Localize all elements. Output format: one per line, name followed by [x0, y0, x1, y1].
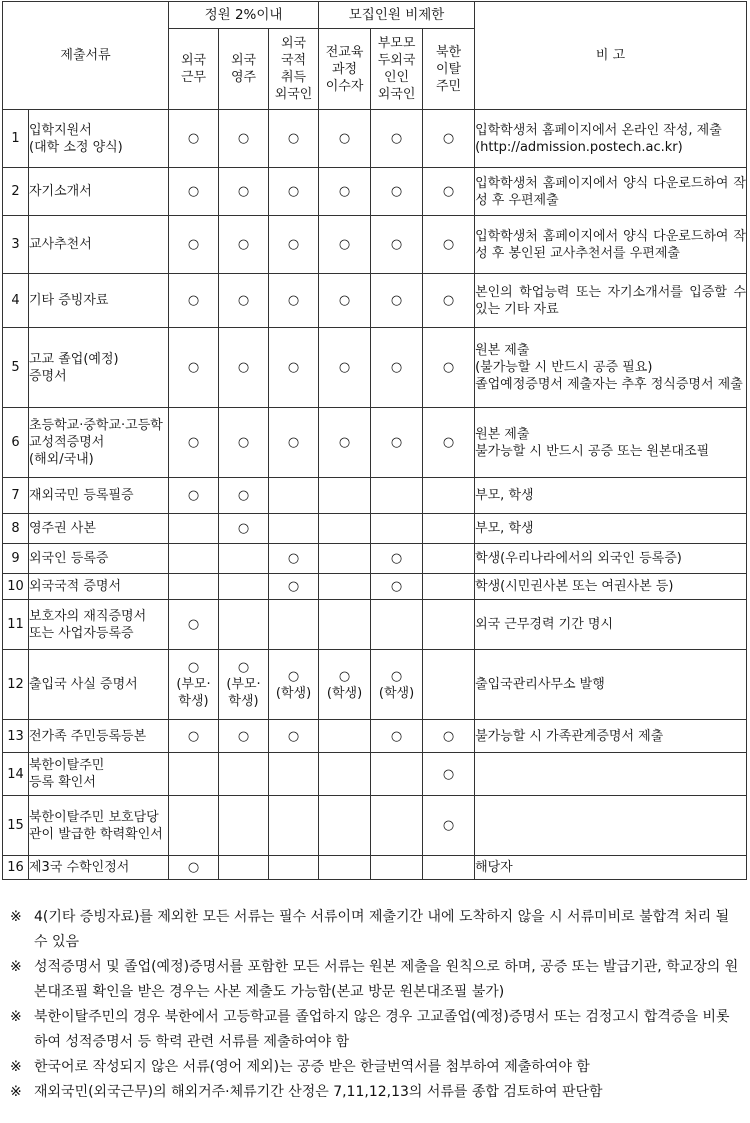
- requirement-mark: ○: [319, 328, 371, 408]
- remarks-header: 비 고: [475, 2, 747, 110]
- requirement-mark: [423, 856, 475, 880]
- requirement-mark: ○: [423, 328, 475, 408]
- requirement-mark: [319, 856, 371, 880]
- document-name: 북한이탈주민 보호담당관이 발급한 학력확인서: [29, 796, 169, 856]
- requirement-mark: [269, 514, 319, 544]
- requirement-mark: ○: [169, 216, 219, 274]
- reference-mark-icon: ※: [10, 959, 22, 975]
- requirement-mark: [219, 574, 269, 600]
- document-name: 기타 증빙자료: [29, 274, 169, 328]
- col-header-permanent-residence: 외국 영주: [219, 29, 269, 110]
- table-row: [3, 110, 747, 168]
- remark-cell: 학생(시민권사본 또는 여권사본 등): [475, 574, 747, 600]
- remark-cell: 불가능할 시 가족관계증명서 제출: [475, 720, 747, 753]
- remark-cell: 부모, 학생: [475, 514, 747, 544]
- requirement-mark: ○: [371, 216, 423, 274]
- requirement-mark: ○: [269, 328, 319, 408]
- requirement-mark: ○: [169, 168, 219, 216]
- requirement-mark: [219, 544, 269, 574]
- requirement-mark: ○: [219, 478, 269, 514]
- requirement-mark: ○: [423, 216, 475, 274]
- requirement-mark: [219, 796, 269, 856]
- documents-table: [2, 1, 747, 880]
- table-row: [3, 856, 747, 880]
- requirement-mark: [169, 574, 219, 600]
- row-number: 10: [3, 574, 29, 600]
- table-row: [3, 478, 747, 514]
- requirement-mark: [423, 514, 475, 544]
- col-header-foreign-citizen: 외국 국적 취득 외국인: [269, 29, 319, 110]
- requirement-mark: ○: [169, 856, 219, 880]
- requirement-mark: ○: [371, 168, 423, 216]
- remark-cell: 해당자: [475, 856, 747, 880]
- document-name: 전가족 주민등록등본: [29, 720, 169, 753]
- remark-cell: 학생(우리나라에서의 외국인 등록증): [475, 544, 747, 574]
- requirement-mark: ○: [371, 274, 423, 328]
- requirement-mark: ○: [423, 110, 475, 168]
- remark-cell: 본인의 학업능력 또는 자기소개서를 입증할 수 있는 기타 자료: [475, 274, 747, 328]
- requirement-mark: ○: [169, 600, 219, 650]
- remark-cell: 입학학생처 홈페이지에서 양식 다운로드하여 작성 후 봉인된 교사추천서를 우편제출: [475, 216, 747, 274]
- requirement-mark: [423, 478, 475, 514]
- requirement-mark: ○: [219, 110, 269, 168]
- requirement-mark: ○: [169, 110, 219, 168]
- requirement-mark: ○: [319, 216, 371, 274]
- remark-cell: 입학학생처 홈페이지에서 온라인 작성, 제출 (http://admission.postech.ac.kr): [475, 110, 747, 168]
- row-number: 2: [3, 168, 29, 216]
- table-row: [3, 574, 747, 600]
- remark-cell: 외국 근무경력 기간 명시: [475, 600, 747, 650]
- col-header-overseas-work: 외국 근무: [169, 29, 219, 110]
- requirement-mark: ○: [219, 216, 269, 274]
- document-name: 보호자의 재직증명서 또는 사업자등록증: [29, 600, 169, 650]
- requirement-mark: [371, 856, 423, 880]
- footnote-item: [10, 955, 742, 1005]
- requirement-mark: [319, 544, 371, 574]
- table-row: [3, 274, 747, 328]
- requirement-mark: ○: [423, 168, 475, 216]
- col-header-foreign-parents: 부모모 두외국 인인 외국인: [371, 29, 423, 110]
- requirement-mark: [169, 796, 219, 856]
- requirement-mark: ○: [423, 796, 475, 856]
- reference-mark-icon: ※: [10, 1084, 22, 1100]
- requirement-mark: ○: [169, 478, 219, 514]
- requirement-mark: [371, 478, 423, 514]
- requirement-mark: ○: [423, 753, 475, 796]
- table-row: [3, 328, 747, 408]
- requirement-mark: ○: [269, 216, 319, 274]
- reference-mark-icon: ※: [10, 1009, 22, 1025]
- requirement-mark: ○: [371, 574, 423, 600]
- document-name: 외국국적 증명서: [29, 574, 169, 600]
- requirement-mark: [423, 650, 475, 720]
- requirement-mark: [371, 753, 423, 796]
- remark-cell: 입학학생처 홈페이지에서 양식 다운로드하여 작성 후 우편제출: [475, 168, 747, 216]
- requirement-mark: [319, 514, 371, 544]
- table-row: [3, 216, 747, 274]
- document-name: 초등학교·중학교·고등학교성적증명서 (해외/국내): [29, 408, 169, 478]
- requirement-mark: ○: [269, 274, 319, 328]
- requirement-mark: ○: [371, 544, 423, 574]
- footnote-item: [10, 905, 742, 955]
- row-number: 12: [3, 650, 29, 720]
- reference-mark-icon: ※: [10, 1059, 22, 1075]
- group-header-quota: 정원 2%이내: [169, 2, 319, 29]
- notes-section: [10, 905, 742, 1105]
- requirement-mark: [269, 753, 319, 796]
- requirement-mark: ○: [371, 110, 423, 168]
- requirement-mark: ○: [169, 408, 219, 478]
- table-row: [3, 753, 747, 796]
- row-number: 14: [3, 753, 29, 796]
- requirement-mark: ○: [269, 110, 319, 168]
- requirement-mark: ○: [371, 720, 423, 753]
- footnote-text: 북한이탈주민의 경우 북한에서 고등학교를 졸업하지 않은 경우 고교졸업(예정)증명서 또는 검정고시 합격증을 비롯하여 성적증명서 등 학력 관련 서류를 제출하여야 함: [34, 1009, 730, 1050]
- row-number: 6: [3, 408, 29, 478]
- row-number: 16: [3, 856, 29, 880]
- row-number: 5: [3, 328, 29, 408]
- document-name: 고교 졸업(예정) 증명서: [29, 328, 169, 408]
- requirement-mark: ○: [371, 328, 423, 408]
- remark-cell: 원본 제출 불가능할 시 반드시 공증 또는 원본대조필: [475, 408, 747, 478]
- doc-header: 제출서류: [3, 2, 169, 110]
- requirement-mark: ○: [319, 408, 371, 478]
- group-header-unlimited: 모집인원 비제한: [319, 2, 475, 29]
- requirement-mark: ○: [219, 408, 269, 478]
- requirement-mark: [169, 544, 219, 574]
- table-row: [3, 796, 747, 856]
- requirement-mark: ○: [319, 274, 371, 328]
- document-name: 외국인 등록증: [29, 544, 169, 574]
- document-name: 영주권 사본: [29, 514, 169, 544]
- document-name: 북한이탈주민 등록 확인서: [29, 753, 169, 796]
- requirement-mark: ○ (학생): [371, 650, 423, 720]
- requirement-mark: [269, 796, 319, 856]
- row-number: 9: [3, 544, 29, 574]
- requirement-mark: [319, 796, 371, 856]
- requirement-mark: [371, 796, 423, 856]
- row-number: 7: [3, 478, 29, 514]
- table-row: [3, 544, 747, 574]
- requirement-mark: ○: [269, 544, 319, 574]
- requirement-mark: ○: [269, 574, 319, 600]
- row-number: 3: [3, 216, 29, 274]
- requirement-mark: ○: [219, 168, 269, 216]
- remark-cell: 부모, 학생: [475, 478, 747, 514]
- requirement-mark: ○: [423, 408, 475, 478]
- footnote-text: 4(기타 증빙자료)를 제외한 모든 서류는 필수 서류이며 제출기간 내에 도착하지 않을 시 서류미비로 불합격 처리 될 수 있음: [34, 909, 730, 950]
- requirement-mark: ○: [219, 274, 269, 328]
- requirement-mark: [319, 720, 371, 753]
- requirement-mark: [319, 478, 371, 514]
- remark-cell: [475, 753, 747, 796]
- requirement-mark: ○: [269, 408, 319, 478]
- requirement-mark: [319, 753, 371, 796]
- requirement-mark: ○: [319, 110, 371, 168]
- requirement-mark: ○ (부모· 학생): [219, 650, 269, 720]
- table-row: [3, 514, 747, 544]
- remark-cell: [475, 796, 747, 856]
- requirement-mark: [169, 514, 219, 544]
- row-number: 11: [3, 600, 29, 650]
- requirement-mark: ○: [219, 328, 269, 408]
- requirement-mark: ○: [219, 514, 269, 544]
- requirement-mark: [269, 856, 319, 880]
- document-name: 자기소개서: [29, 168, 169, 216]
- requirement-mark: [423, 544, 475, 574]
- requirement-mark: ○: [219, 720, 269, 753]
- requirement-mark: ○ (부모· 학생): [169, 650, 219, 720]
- requirement-mark: [219, 753, 269, 796]
- requirement-mark: [269, 478, 319, 514]
- footnote-text: 성적증명서 및 졸업(예정)증명서를 포함한 모든 서류는 원본 제출을 원칙으로 하며, 공증 또는 발급기관, 학교장의 원본대조필 확인을 받은 경우는 사본 제출도 가능함(본교 방문 원본대조필 불가): [34, 959, 739, 1000]
- table-row: [3, 650, 747, 720]
- footnote-text: 한국어로 작성되지 않은 서류(영어 제외)는 공증 받은 한글번역서를 첨부하여 제출하여야 함: [34, 1059, 590, 1075]
- requirement-mark: [371, 514, 423, 544]
- requirement-mark: [219, 600, 269, 650]
- col-header-full-overseas-education: 전교육 과정 이수자: [319, 29, 371, 110]
- footnote-item: [10, 1005, 742, 1055]
- row-number: 13: [3, 720, 29, 753]
- requirement-mark: ○: [169, 328, 219, 408]
- requirement-mark: ○: [169, 274, 219, 328]
- table-row: [3, 168, 747, 216]
- document-name: 교사추천서: [29, 216, 169, 274]
- footnote-item: [10, 1080, 742, 1105]
- requirement-mark: [269, 600, 319, 650]
- requirement-mark: ○ (학생): [319, 650, 371, 720]
- footnote-item: [10, 1055, 742, 1080]
- requirement-mark: [371, 600, 423, 650]
- requirement-mark: [423, 574, 475, 600]
- reference-mark-icon: ※: [10, 909, 22, 925]
- requirement-mark: ○: [371, 408, 423, 478]
- requirement-mark: [219, 856, 269, 880]
- documents-table-body: [3, 110, 747, 880]
- requirement-mark: ○: [423, 720, 475, 753]
- requirement-mark: ○: [169, 720, 219, 753]
- requirement-mark: ○ (학생): [269, 650, 319, 720]
- table-row: [3, 408, 747, 478]
- document-name: 제3국 수학인정서: [29, 856, 169, 880]
- row-number: 4: [3, 274, 29, 328]
- requirement-mark: [319, 600, 371, 650]
- requirement-mark: ○: [269, 720, 319, 753]
- requirement-mark: ○: [269, 168, 319, 216]
- remark-cell: 원본 제출 (불가능할 시 반드시 공증 필요) 졸업예정증명서 제출자는 추후 정식증명서 제출: [475, 328, 747, 408]
- requirement-mark: [319, 574, 371, 600]
- requirement-mark: [169, 753, 219, 796]
- document-name: 출입국 사실 증명서: [29, 650, 169, 720]
- requirement-mark: ○: [423, 274, 475, 328]
- row-number: 1: [3, 110, 29, 168]
- remark-cell: 출입국관리사무소 발행: [475, 650, 747, 720]
- document-name: 입학지원서 (대학 소정 양식): [29, 110, 169, 168]
- row-number: 8: [3, 514, 29, 544]
- requirement-mark: ○: [319, 168, 371, 216]
- requirement-mark: [423, 600, 475, 650]
- table-row: [3, 720, 747, 753]
- footnote-text: 재외국민(외국근무)의 해외거주·체류기간 산정은 7,11,12,13의 서류를 종합 검토하여 판단함: [34, 1084, 603, 1100]
- document-name: 재외국민 등록필증: [29, 478, 169, 514]
- col-header-north-korean-defector: 북한 이탈 주민: [423, 29, 475, 110]
- row-number: 15: [3, 796, 29, 856]
- table-row: [3, 600, 747, 650]
